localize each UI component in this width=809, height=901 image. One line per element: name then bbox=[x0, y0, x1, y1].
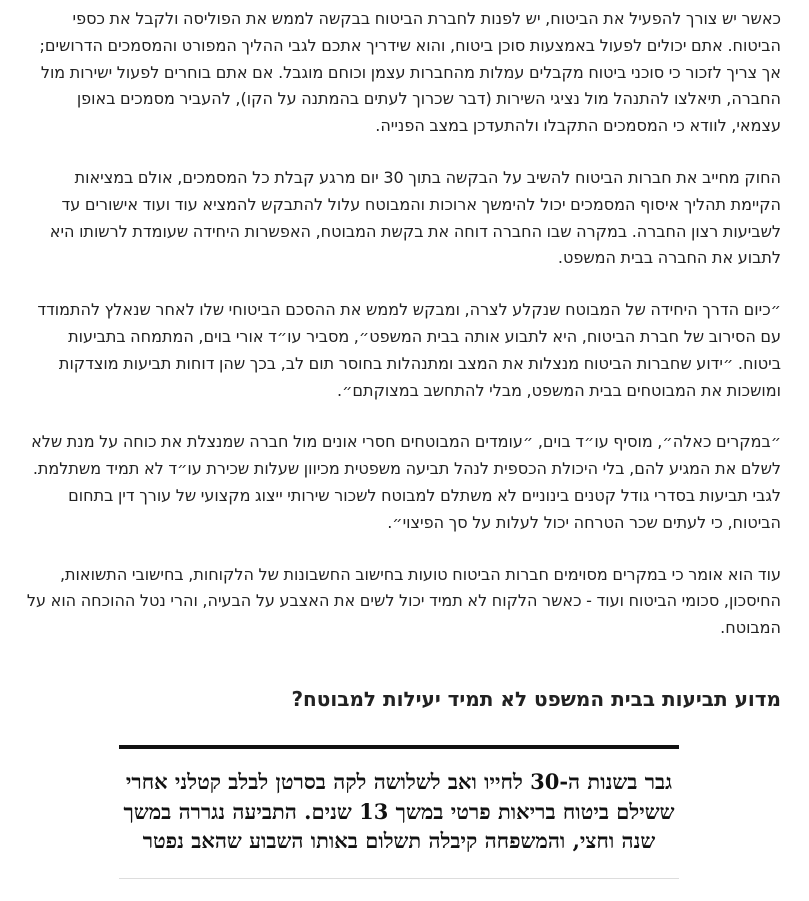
pull-quote-text: גבר בשנות ה-30 לחייו ואב לשלושה לקה בסרטן לבלב קטלני אחרי ששילם ביטוח בריאות פרטי במשך 13 שנים. התביעה נגררה במשך שנה וחצי, והמשפחה קיבלה תשלום באותו השבוע שהאב נפטר bbox=[123, 769, 675, 853]
article-body bbox=[25, 0, 781, 712]
article-paragraph-5: עוד הוא אומר כי במקרים מסוימים חברות הביטוח טועות בחישוב החשבונות של הלקוחות, בחישובי התשואות, החיסכון, סכומי הביטוח ועוד - כאשר הלקוח לא תמיד יכול לשים את האצבע על הבעיה, והרי נטל ההוכחה הוא על המבוטח. bbox=[26, 564, 781, 638]
article-paragraph-1: כאשר יש צורך להפעיל את הביטוח, יש לפנות לחברת הביטוח בבקשה לממש את הפוליסה ולקבל את כספי הביטוח. אתם יכולים לפעול באמצעות סוכן ביטוח, והוא שידריך אתכם לגבי ההליך המפורט והמסמכים הדרושים; אך צריך לזכור כי סוכני ביטוח מקבלים עמלות מהחברות עצמן וכוחם מוגבל. אם אתם בוחרים לפעול ישירות מול החברה, תיאלצו להתנהל מול נציגי השירות (דבר שכרוך לעתים בהמתנה על הקו), להעביר מסמכים באופן עצמאי, לוודא כי המסמכים התקבלו ולהתעדכן במצב הפנייה. bbox=[39, 9, 781, 136]
section-subheading: מדוע תביעות בבית המשפט לא תמיד יעילות למבוטח? bbox=[291, 686, 781, 711]
pull-quote bbox=[119, 745, 679, 879]
article-paragraph-2: החוק מחייב את חברות הביטוח להשיב על הבקשה בתוך 30 יום מרגע קבלת כל המסמכים, אולם במציאות הקיימת תהליך איסוף המסמכים יכול להימשך ארוכות והמבוטח עלול להתבקש להמציא עוד ועוד אישורים עד לשביעות רצון החברה. במקרה שבו החברה דוחה את בקשת המבוטח, האפשרות היחידה שעומדת לרשותו היא לתבוע את החברה בבית המשפט. bbox=[49, 167, 781, 268]
article-paragraph-3: ״כיום הדרך היחידה של המבוטח שנקלע לצרה, ומבקש לממש את ההסכם הביטוחי שלו לאחר שנאלץ להתמודד עם הסירוב של חברת הביטוח, היא לתבוע אותה בבית המשפט״, מסביר עו״ד אורי בוים, המתמחה בתביעות ביטוח. ״ידוע שחברות הביטוח מנצלות את המצב ומתנהלות בחוסר תום לב, בכך שהן דוחות תביעות מוצדקות ומושכות את המבוטחים בבית המשפט, מבלי להתחשב במצוקתם״. bbox=[37, 300, 781, 400]
article-paragraph-4: ״במקרים כאלה״, מוסיף עו״ד בוים, ״עומדים המבוטחים חסרי אונים מול חברה שמנצלת את כוחה על מנת שלא לשלם את המגיע להם, בלי היכולת הכספית לנהל תביעה משפטית מכיוון שעלות שכירת עו״ד לא תמיד משתלמת. לגבי תביעות בסדרי גודל קטנים בינוניים לא משתלם למבוטח לשכור שירותי ייצוג מקצועי של עורך דין בתחום הביטוח, כי לעתים שכר הטרחה יכול לעלות על סך הפיצוי״. bbox=[31, 432, 781, 532]
